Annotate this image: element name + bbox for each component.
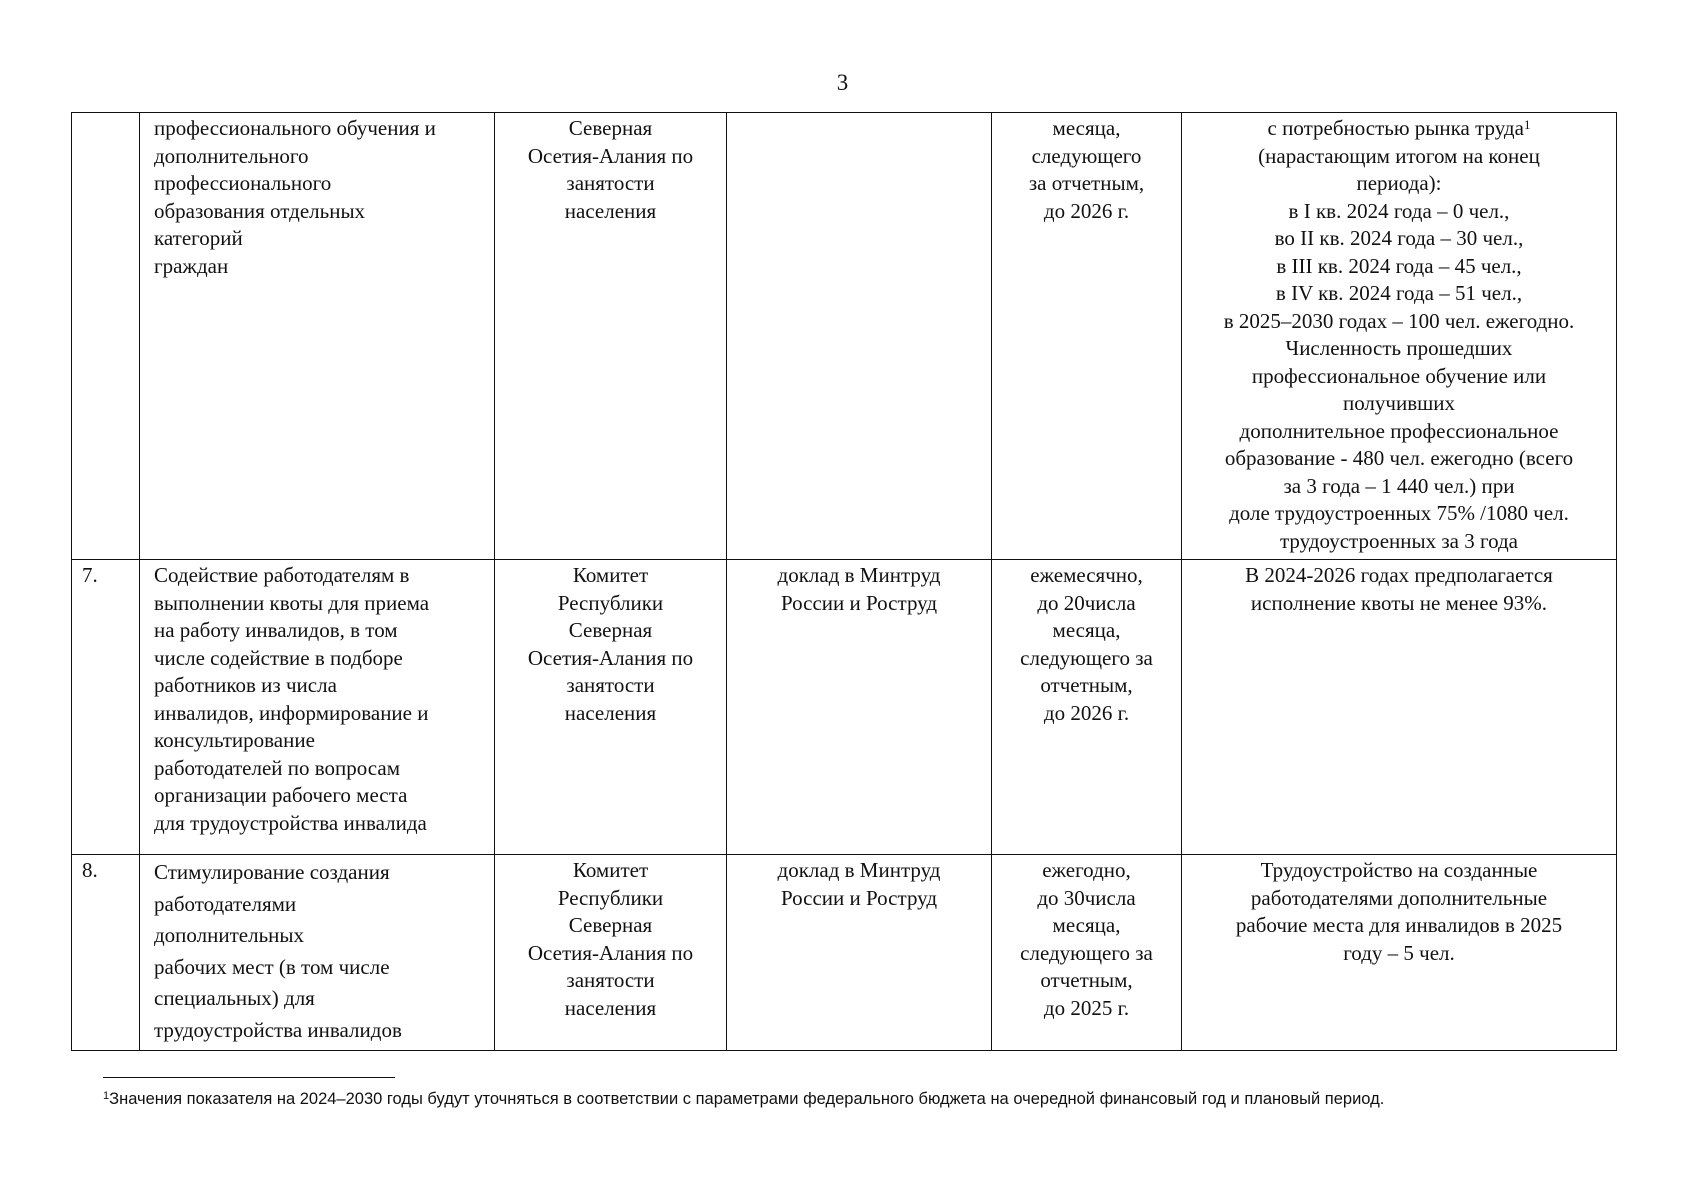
- result-cell: [1182, 855, 1617, 1051]
- text-line: до 2026 г.: [1043, 198, 1130, 223]
- activity-cell: [140, 113, 495, 560]
- text-line: до 2026 г.: [1043, 700, 1130, 725]
- result-cell: [1182, 560, 1617, 855]
- report-form-cell: [727, 113, 992, 560]
- text-line: занятости: [566, 171, 655, 195]
- text-line: (нарастающим итогом на конец: [1258, 143, 1540, 168]
- report-form-cell: [727, 560, 992, 855]
- text-line: трудоустройства инвалидов: [154, 1017, 402, 1042]
- text-line: профессиональное обучение или: [1251, 363, 1547, 388]
- text-line: месяца,: [1052, 913, 1121, 937]
- text-line: для трудоустройства инвалида: [154, 810, 427, 835]
- text-line: месяца,: [1052, 618, 1121, 642]
- footnote-reference: 1: [1523, 117, 1531, 132]
- activity-cell: [140, 855, 495, 1051]
- text-line: работодателями: [154, 891, 297, 916]
- text-line: дополнительных: [154, 923, 305, 947]
- text-line: населения: [564, 700, 657, 725]
- text-line: во II кв. 2024 года – 30 чел.,: [1274, 226, 1524, 250]
- row-number: [72, 113, 140, 560]
- text-line: до 20числа: [1037, 590, 1136, 615]
- text-line: в IV кв. 2024 года – 51 чел.,: [1275, 281, 1523, 305]
- result-cell: [1182, 113, 1617, 560]
- text-line: выполнении квоты для приема: [154, 590, 430, 615]
- table-row: [72, 560, 1617, 855]
- text-line: специальных) для: [154, 986, 315, 1010]
- text-line: консультирование: [154, 728, 315, 752]
- text-line: до 2025 г.: [1043, 995, 1130, 1020]
- text-line: Республики: [557, 885, 664, 910]
- text-line: образование - 480 чел. ежегодно (всего: [1224, 446, 1574, 470]
- text-line: работников из числа: [154, 673, 337, 697]
- text-line: в III кв. 2024 года – 45 чел.,: [1276, 253, 1522, 278]
- page-number: 3: [836, 70, 849, 95]
- text-line: в I кв. 2024 года – 0 чел.,: [1288, 198, 1510, 223]
- text-line: дополнительного: [154, 143, 309, 168]
- text-line: ежемесячно,: [1030, 563, 1143, 587]
- text-line: России и Роструд: [780, 885, 938, 910]
- text-line: следующего за: [1020, 645, 1153, 670]
- text-line: граждан: [154, 253, 229, 278]
- text-line: Осетия-Алания по: [527, 645, 694, 670]
- text-line: ежегодно,: [1042, 858, 1131, 882]
- deadline-cell: [992, 560, 1182, 855]
- text-line: до 30числа: [1037, 885, 1136, 910]
- text-line: Республики: [557, 590, 664, 615]
- text-line: Содействие работодателям в: [154, 563, 410, 587]
- text-line: рабочих мест (в том числе: [154, 954, 390, 979]
- row-number: 8.: [72, 855, 140, 1051]
- text-line: на работу инвалидов, в том: [154, 618, 398, 642]
- deadline-cell: [992, 855, 1182, 1051]
- text-line: получивших: [1342, 391, 1456, 415]
- text-line: дополнительное профессиональное: [1239, 418, 1559, 443]
- text-line: Численность прошедших: [1285, 336, 1513, 360]
- text-line: за отчетным,: [1028, 171, 1145, 195]
- text-line: образования отдельных: [154, 198, 366, 223]
- text-line: работодателями дополнительные: [1250, 885, 1548, 910]
- footnote-mark: 1: [103, 1090, 110, 1102]
- text-line: организации рабочего места: [154, 783, 408, 807]
- text-line: трудоустроенных за 3 года: [1280, 528, 1518, 553]
- responsible-cell: [495, 560, 727, 855]
- text-line: В 2024-2026 годах предполагается: [1245, 563, 1553, 587]
- text-line: Осетия-Алания по: [527, 143, 694, 168]
- text-line: месяца,: [1052, 116, 1121, 140]
- text-line: с потребностью рынка труда$^1$: [1267, 116, 1531, 140]
- text-line: Комитет: [572, 858, 649, 882]
- text-line: инвалидов, информирование и: [154, 700, 429, 725]
- text-line: следующего за: [1020, 940, 1153, 965]
- text-line: населения: [564, 995, 657, 1020]
- row-number: 7.: [72, 560, 140, 855]
- text-line: работодателей по вопросам: [154, 755, 400, 780]
- text-line: периода):: [1356, 171, 1442, 195]
- text-line: исполнение квоты не менее 93%.: [1250, 590, 1548, 615]
- text-line: Северная: [568, 913, 653, 937]
- text-line: в 2025–2030 годах – 100 чел. ежегодно.: [1223, 308, 1575, 333]
- text-line: за 3 года – 1 440 чел.) при: [1283, 473, 1515, 498]
- text-line: году – 5 чел.: [1343, 940, 1455, 965]
- text-line: населения: [564, 198, 657, 223]
- responsible-cell: [495, 113, 727, 560]
- text-line: профессионального обучения и: [154, 116, 436, 140]
- measures-table: [71, 112, 1617, 1051]
- text-line: Осетия-Алания по: [527, 940, 694, 965]
- activity-cell: [140, 560, 495, 855]
- text-line: Северная: [568, 116, 653, 140]
- text-line: следующего: [1031, 143, 1142, 168]
- text-line: рабочие места для инвалидов в 2025: [1235, 913, 1563, 937]
- text-line: занятости: [566, 968, 655, 992]
- text-line: отчетным,: [1040, 673, 1133, 697]
- text-line: категорий: [154, 226, 243, 250]
- responsible-cell: [495, 855, 727, 1051]
- table-row: [72, 113, 1617, 560]
- report-form-cell: [727, 855, 992, 1051]
- measures-table-container: [71, 112, 1616, 1051]
- text-line: числе содействие в подборе: [154, 645, 403, 670]
- text-line: профессионального: [154, 171, 332, 195]
- deadline-cell: [992, 113, 1182, 560]
- table-row: [72, 855, 1617, 1051]
- text-line: Северная: [568, 618, 653, 642]
- footnote-text: Значения показателя на 2024–2030 годы будут уточняться в соответствии с параметрами федерального бюджета на очередной финансовый год и плановый период.: [109, 1090, 1385, 1108]
- text-line: Стимулирование создания: [154, 860, 390, 884]
- text-line: доле трудоустроенных 75% /1080 чел.: [1229, 501, 1569, 525]
- text-line: доклад в Минтруд: [777, 563, 941, 587]
- text-line: доклад в Минтруд: [777, 858, 941, 882]
- text-line: России и Роструд: [780, 590, 938, 615]
- text-line: занятости: [566, 673, 655, 697]
- text-line: Комитет: [572, 563, 649, 587]
- text-line: отчетным,: [1040, 968, 1133, 992]
- text-line: Трудоустройство на созданные: [1260, 858, 1538, 882]
- footnote-separator: [103, 1077, 395, 1078]
- footnote: [103, 1090, 1653, 1109]
